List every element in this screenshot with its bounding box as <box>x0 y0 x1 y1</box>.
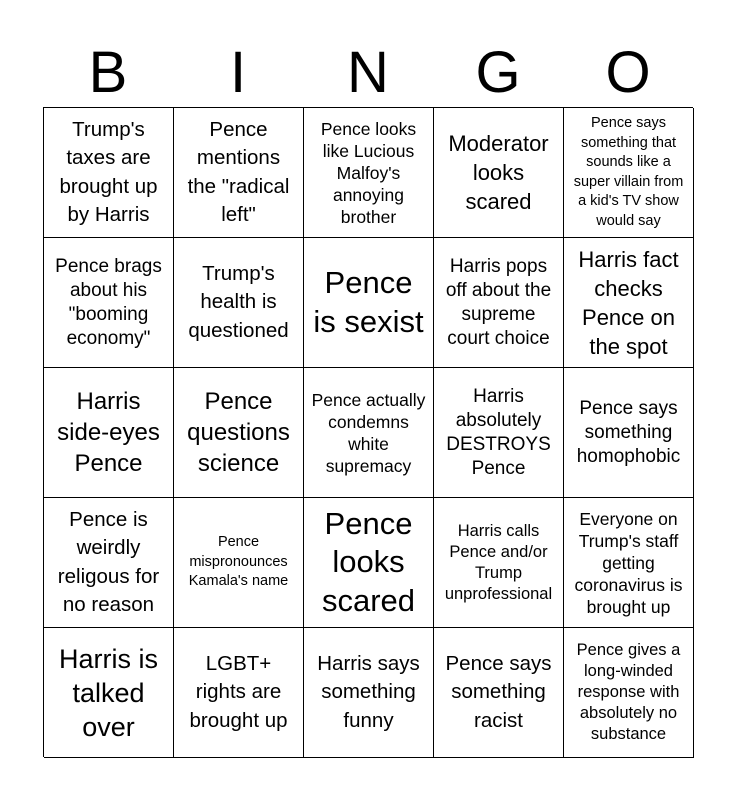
bingo-cell <box>174 108 304 238</box>
bingo-cell <box>304 628 434 758</box>
bingo-cell <box>434 498 564 628</box>
cell-text: Harris fact checks Pence on the spot <box>578 246 679 359</box>
bingo-cell <box>304 498 434 628</box>
cell-text: Pence says something that sounds like a super villain from a kid's TV show would say <box>573 115 684 229</box>
cell-text: Pence mentions the "radical left" <box>187 117 290 226</box>
cell-text: Harris says something funny <box>317 651 420 732</box>
bingo-cell <box>434 108 564 238</box>
cell-text: Pence is weirdly religous for no reason <box>57 507 160 616</box>
bingo-cell <box>434 368 564 498</box>
cell-text: Trump's health is questioned <box>188 261 289 342</box>
bingo-cell <box>44 368 174 498</box>
bingo-cell <box>44 498 174 628</box>
cell-text: Pence is sexist <box>313 265 424 339</box>
bingo-cell <box>174 498 304 628</box>
bingo-cell <box>174 628 304 758</box>
bingo-cell <box>174 368 304 498</box>
bingo-cell <box>304 108 434 238</box>
bingo-header <box>43 40 693 106</box>
bingo-cell <box>44 108 174 238</box>
cell-text: Everyone on Trump's staff getting coronavirus is brought up <box>574 508 683 617</box>
cell-text: Pence gives a long-winded response with absolutely no substance <box>576 641 681 743</box>
header-letter-o: O <box>605 40 651 105</box>
cell-text: Pence questions science <box>187 388 290 477</box>
cell-text: Harris calls Pence and/or Trump unprofessional <box>444 521 553 603</box>
cell-text: Harris pops off about the supreme court choice <box>445 255 552 349</box>
cell-text: Harris is talked over <box>59 643 158 742</box>
cell-text: Pence looks scared <box>321 505 416 618</box>
bingo-cell <box>564 238 694 368</box>
cell-text: Pence actually condemns white supremacy <box>311 389 426 476</box>
bingo-board <box>43 107 693 757</box>
bingo-cell <box>564 628 694 758</box>
cell-text: Pence mispronounces Kamala's name <box>188 534 289 590</box>
cell-text: Pence says something homophobic <box>576 397 681 467</box>
bingo-cell <box>304 238 434 368</box>
cell-text: LGBT+ rights are brought up <box>189 651 288 732</box>
bingo-cell <box>304 368 434 498</box>
header-letter-n: N <box>347 40 389 105</box>
cell-text: Moderator looks scared <box>448 131 549 214</box>
header-letter-b: B <box>88 40 128 105</box>
cell-text: Harris side-eyes Pence <box>57 388 160 477</box>
bingo-cell <box>434 628 564 758</box>
bingo-cell <box>434 238 564 368</box>
cell-text: Trump's taxes are brought up by Harris <box>59 117 158 226</box>
cell-text: Pence brags about his "booming economy" <box>55 255 162 349</box>
bingo-cell <box>564 368 694 498</box>
header-letter-g: G <box>475 40 521 105</box>
bingo-cell <box>174 238 304 368</box>
bingo-cell <box>564 498 694 628</box>
bingo-cell <box>44 628 174 758</box>
cell-text: Harris absolutely DESTROYS Pence <box>446 385 551 479</box>
cell-text: Pence looks like Lucious Malfoy's annoying brother <box>320 118 417 227</box>
cell-text: Pence says something racist <box>445 651 552 732</box>
header-letter-i: I <box>229 40 247 105</box>
bingo-cell <box>44 238 174 368</box>
bingo-cell <box>564 108 694 238</box>
